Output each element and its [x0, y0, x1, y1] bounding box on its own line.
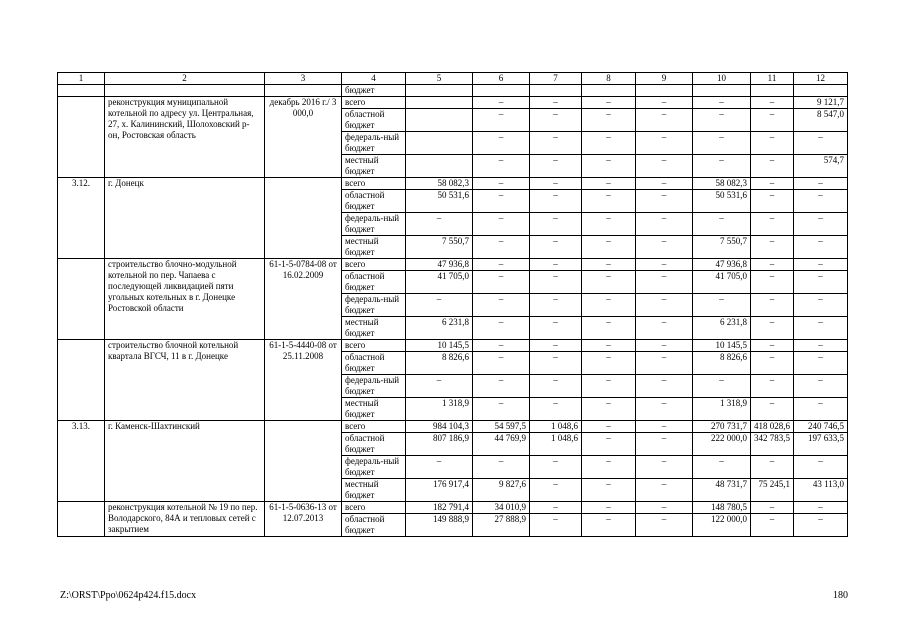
- funding-source: местный бюджет: [342, 155, 406, 178]
- value-cell: –: [473, 259, 530, 271]
- value-cell: –: [794, 190, 848, 213]
- item-info: [265, 178, 342, 259]
- value-cell: 54 597,5: [473, 421, 530, 433]
- value-cell: –: [530, 340, 582, 352]
- value-cell: –: [582, 259, 636, 271]
- value-cell: –: [406, 213, 473, 236]
- value-cell: –: [473, 190, 530, 213]
- value-cell: –: [473, 340, 530, 352]
- item-info: 61-1-5-0784-08 от 16.02.2009: [265, 259, 342, 340]
- value-cell: –: [751, 456, 794, 479]
- value-cell: [406, 109, 473, 132]
- value-cell: –: [530, 375, 582, 398]
- item-name: г. Каменск-Шахтинский: [105, 421, 265, 502]
- value-cell: –: [582, 132, 636, 155]
- value-cell: –: [473, 236, 530, 259]
- value-cell: –: [473, 109, 530, 132]
- value-cell: 122 000,0: [693, 514, 751, 537]
- table-cell: [265, 85, 342, 97]
- value-cell: –: [794, 259, 848, 271]
- value-cell: –: [636, 132, 693, 155]
- table-cell: [58, 85, 105, 97]
- value-cell: –: [582, 340, 636, 352]
- value-cell: 1 318,9: [406, 398, 473, 421]
- funding-source: местный бюджет: [342, 236, 406, 259]
- value-cell: –: [751, 502, 794, 514]
- value-cell: –: [530, 456, 582, 479]
- value-cell: –: [582, 213, 636, 236]
- value-cell: –: [794, 294, 848, 317]
- value-cell: 9 121,7: [794, 97, 848, 109]
- value-cell: –: [473, 352, 530, 375]
- funding-source: федераль-ный бюджет: [342, 294, 406, 317]
- value-cell: –: [473, 155, 530, 178]
- item-number: [58, 259, 105, 340]
- item-number: 3.12.: [58, 178, 105, 259]
- table-cell: [794, 85, 848, 97]
- value-cell: –: [530, 155, 582, 178]
- value-cell: –: [693, 213, 751, 236]
- value-cell: –: [582, 271, 636, 294]
- value-cell: –: [636, 398, 693, 421]
- value-cell: –: [582, 398, 636, 421]
- value-cell: –: [636, 352, 693, 375]
- column-header: 4: [342, 73, 406, 85]
- column-header: 6: [473, 73, 530, 85]
- value-cell: –: [530, 178, 582, 190]
- value-cell: 984 104,3: [406, 421, 473, 433]
- item-info: декабрь 2016 г./ 3 000,0: [265, 97, 342, 178]
- item-info: [265, 421, 342, 502]
- value-cell: –: [693, 155, 751, 178]
- value-cell: 8 547,0: [794, 109, 848, 132]
- value-cell: –: [473, 178, 530, 190]
- value-cell: –: [794, 132, 848, 155]
- column-header: 9: [636, 73, 693, 85]
- table-cell: [473, 85, 530, 97]
- table-row: [58, 178, 848, 190]
- value-cell: –: [693, 97, 751, 109]
- value-cell: –: [582, 294, 636, 317]
- value-cell: 10 145,5: [406, 340, 473, 352]
- value-cell: 176 917,4: [406, 479, 473, 502]
- column-header: 2: [105, 73, 265, 85]
- value-cell: –: [636, 340, 693, 352]
- value-cell: –: [582, 421, 636, 433]
- value-cell: –: [636, 213, 693, 236]
- value-cell: –: [582, 456, 636, 479]
- value-cell: –: [582, 317, 636, 340]
- value-cell: –: [582, 352, 636, 375]
- value-cell: 75 245,1: [751, 479, 794, 502]
- value-cell: 9 827,6: [473, 479, 530, 502]
- value-cell: 1 318,9: [693, 398, 751, 421]
- value-cell: –: [406, 375, 473, 398]
- value-cell: 182 791,4: [406, 502, 473, 514]
- value-cell: –: [693, 132, 751, 155]
- value-cell: –: [751, 259, 794, 271]
- value-cell: –: [751, 236, 794, 259]
- funding-source: федераль-ный бюджет: [342, 213, 406, 236]
- table-cell: [693, 85, 751, 97]
- value-cell: –: [794, 456, 848, 479]
- funding-source: федераль-ный бюджет: [342, 456, 406, 479]
- value-cell: 418 028,6: [751, 421, 794, 433]
- value-cell: –: [693, 294, 751, 317]
- value-cell: –: [582, 433, 636, 456]
- value-cell: –: [636, 97, 693, 109]
- value-cell: –: [636, 271, 693, 294]
- value-cell: –: [636, 375, 693, 398]
- value-cell: –: [794, 317, 848, 340]
- value-cell: 58 082,3: [406, 178, 473, 190]
- value-cell: –: [751, 132, 794, 155]
- item-number: [58, 502, 105, 537]
- item-name: реконструкция муниципальной котельной по адресу ул. Центральная, 27, х. Калининский, Шолоховский р-он, Ростовская область: [105, 97, 265, 178]
- value-cell: 47 936,8: [693, 259, 751, 271]
- value-cell: –: [582, 109, 636, 132]
- value-cell: –: [794, 375, 848, 398]
- page-number: 180: [833, 590, 848, 601]
- value-cell: –: [530, 514, 582, 537]
- value-cell: –: [530, 398, 582, 421]
- table-cell: [751, 85, 794, 97]
- funding-source: областной бюджет: [342, 514, 406, 537]
- value-cell: –: [794, 502, 848, 514]
- value-cell: 47 936,8: [406, 259, 473, 271]
- value-cell: 8 826,6: [693, 352, 751, 375]
- value-cell: 58 082,3: [693, 178, 751, 190]
- value-cell: –: [530, 502, 582, 514]
- value-cell: –: [530, 294, 582, 317]
- value-cell: –: [530, 213, 582, 236]
- column-header: 12: [794, 73, 848, 85]
- value-cell: 270 731,7: [693, 421, 751, 433]
- item-number: [58, 340, 105, 421]
- value-cell: 240 746,5: [794, 421, 848, 433]
- value-cell: –: [693, 109, 751, 132]
- value-cell: –: [530, 259, 582, 271]
- value-cell: –: [582, 155, 636, 178]
- value-cell: –: [794, 352, 848, 375]
- value-cell: 574,7: [794, 155, 848, 178]
- value-cell: –: [473, 294, 530, 317]
- value-cell: –: [751, 178, 794, 190]
- value-cell: –: [530, 271, 582, 294]
- funding-source: областной бюджет: [342, 271, 406, 294]
- value-cell: 50 531,6: [406, 190, 473, 213]
- value-cell: –: [751, 213, 794, 236]
- value-cell: –: [636, 514, 693, 537]
- funding-source: областной бюджет: [342, 190, 406, 213]
- value-cell: –: [751, 398, 794, 421]
- funding-source: всего: [342, 340, 406, 352]
- value-cell: –: [636, 502, 693, 514]
- value-cell: [406, 132, 473, 155]
- value-cell: –: [582, 178, 636, 190]
- value-cell: 44 769,9: [473, 433, 530, 456]
- value-cell: 1 048,6: [530, 433, 582, 456]
- value-cell: –: [473, 97, 530, 109]
- value-cell: 43 113,0: [794, 479, 848, 502]
- funding-source: федераль-ный бюджет: [342, 132, 406, 155]
- table-row: [58, 340, 848, 352]
- value-cell: –: [582, 97, 636, 109]
- value-cell: –: [794, 340, 848, 352]
- column-header: 1: [58, 73, 105, 85]
- value-cell: 6 231,8: [693, 317, 751, 340]
- value-cell: –: [473, 132, 530, 155]
- value-cell: –: [582, 479, 636, 502]
- funding-source: федераль-ный бюджет: [342, 375, 406, 398]
- value-cell: –: [473, 213, 530, 236]
- column-header: 10: [693, 73, 751, 85]
- value-cell: 10 145,5: [693, 340, 751, 352]
- column-header: 5: [406, 73, 473, 85]
- value-cell: –: [794, 271, 848, 294]
- value-cell: –: [406, 294, 473, 317]
- value-cell: –: [636, 178, 693, 190]
- value-cell: –: [636, 433, 693, 456]
- funding-source: местный бюджет: [342, 479, 406, 502]
- funding-source: всего: [342, 97, 406, 109]
- budget-table: [57, 72, 848, 537]
- item-info: 61-1-5-4440-08 от 25.11.2008: [265, 340, 342, 421]
- value-cell: –: [794, 178, 848, 190]
- value-cell: –: [582, 236, 636, 259]
- value-cell: –: [751, 271, 794, 294]
- value-cell: –: [530, 317, 582, 340]
- value-cell: –: [794, 236, 848, 259]
- table-body: [58, 85, 848, 537]
- table-cell: [406, 85, 473, 97]
- funding-source: областной бюджет: [342, 433, 406, 456]
- value-cell: –: [636, 294, 693, 317]
- value-cell: –: [636, 259, 693, 271]
- item-name: г. Донецк: [105, 178, 265, 259]
- table-cell: [530, 85, 582, 97]
- item-name: реконструкция котельной № 19 по пер. Володарского, 84А и тепловых сетей с закрытием: [105, 502, 265, 537]
- value-cell: –: [530, 190, 582, 213]
- value-cell: –: [636, 421, 693, 433]
- funding-source: всего: [342, 178, 406, 190]
- column-header: 11: [751, 73, 794, 85]
- value-cell: –: [636, 109, 693, 132]
- value-cell: –: [693, 456, 751, 479]
- value-cell: 222 000,0: [693, 433, 751, 456]
- value-cell: 34 010,9: [473, 502, 530, 514]
- footer-file-path: Z:\ORST\Ppo\0624p424.f15.docx: [60, 590, 197, 601]
- value-cell: 48 731,7: [693, 479, 751, 502]
- value-cell: 50 531,6: [693, 190, 751, 213]
- value-cell: –: [693, 375, 751, 398]
- table-row: [58, 502, 848, 514]
- value-cell: –: [751, 294, 794, 317]
- table-header-row: [58, 73, 848, 85]
- table-cell: [105, 85, 265, 97]
- value-cell: –: [582, 514, 636, 537]
- value-cell: –: [794, 398, 848, 421]
- item-info: 61-1-5-0636-13 от 12.07.2013: [265, 502, 342, 537]
- value-cell: –: [751, 109, 794, 132]
- value-cell: –: [530, 97, 582, 109]
- funding-source: областной бюджет: [342, 352, 406, 375]
- value-cell: –: [751, 317, 794, 340]
- item-number: [58, 97, 105, 178]
- funding-source: местный бюджет: [342, 398, 406, 421]
- funding-source: всего: [342, 421, 406, 433]
- table-row: [58, 97, 848, 109]
- table-row: [58, 85, 848, 97]
- value-cell: 8 826,6: [406, 352, 473, 375]
- value-cell: [406, 97, 473, 109]
- value-cell: –: [582, 502, 636, 514]
- value-cell: 27 888,9: [473, 514, 530, 537]
- table-cell: [636, 85, 693, 97]
- value-cell: –: [636, 190, 693, 213]
- value-cell: 807 186,9: [406, 433, 473, 456]
- funding-source: местный бюджет: [342, 317, 406, 340]
- value-cell: –: [636, 479, 693, 502]
- value-cell: –: [582, 375, 636, 398]
- value-cell: –: [473, 375, 530, 398]
- item-name: строительство блочно-модульной котельной по пер. Чапаева с последующей ликвидацией пяти угольных котельных в г. Донецке Ростовской области: [105, 259, 265, 340]
- funding-source: областной бюджет: [342, 109, 406, 132]
- table-cell: [582, 85, 636, 97]
- value-cell: –: [473, 317, 530, 340]
- column-header: 3: [265, 73, 342, 85]
- item-name: строительство блочной котельной квартала ВГСЧ, 11 в г. Донецке: [105, 340, 265, 421]
- funding-source: всего: [342, 259, 406, 271]
- value-cell: –: [530, 109, 582, 132]
- funding-source: всего: [342, 502, 406, 514]
- value-cell: –: [636, 317, 693, 340]
- value-cell: –: [473, 271, 530, 294]
- value-cell: –: [751, 97, 794, 109]
- value-cell: –: [794, 514, 848, 537]
- value-cell: –: [751, 375, 794, 398]
- column-header: 7: [530, 73, 582, 85]
- value-cell: 148 780,5: [693, 502, 751, 514]
- table-row: [58, 259, 848, 271]
- value-cell: 7 550,7: [693, 236, 751, 259]
- item-number: 3.13.: [58, 421, 105, 502]
- value-cell: –: [751, 155, 794, 178]
- value-cell: –: [794, 213, 848, 236]
- budget-label-cell: бюджет: [342, 85, 406, 97]
- value-cell: –: [530, 236, 582, 259]
- value-cell: –: [636, 155, 693, 178]
- value-cell: –: [530, 132, 582, 155]
- value-cell: –: [751, 352, 794, 375]
- value-cell: –: [473, 456, 530, 479]
- value-cell: [406, 155, 473, 178]
- value-cell: 41 705,0: [693, 271, 751, 294]
- column-header: 8: [582, 73, 636, 85]
- value-cell: 197 633,5: [794, 433, 848, 456]
- value-cell: 149 888,9: [406, 514, 473, 537]
- value-cell: 1 048,6: [530, 421, 582, 433]
- table-row: [58, 421, 848, 433]
- value-cell: –: [473, 398, 530, 421]
- value-cell: 7 550,7: [406, 236, 473, 259]
- value-cell: –: [406, 456, 473, 479]
- value-cell: –: [530, 352, 582, 375]
- value-cell: –: [582, 190, 636, 213]
- value-cell: –: [636, 236, 693, 259]
- value-cell: –: [530, 479, 582, 502]
- value-cell: 41 705,0: [406, 271, 473, 294]
- value-cell: –: [751, 514, 794, 537]
- value-cell: 6 231,8: [406, 317, 473, 340]
- value-cell: –: [751, 190, 794, 213]
- value-cell: 342 783,5: [751, 433, 794, 456]
- value-cell: –: [751, 340, 794, 352]
- value-cell: –: [636, 456, 693, 479]
